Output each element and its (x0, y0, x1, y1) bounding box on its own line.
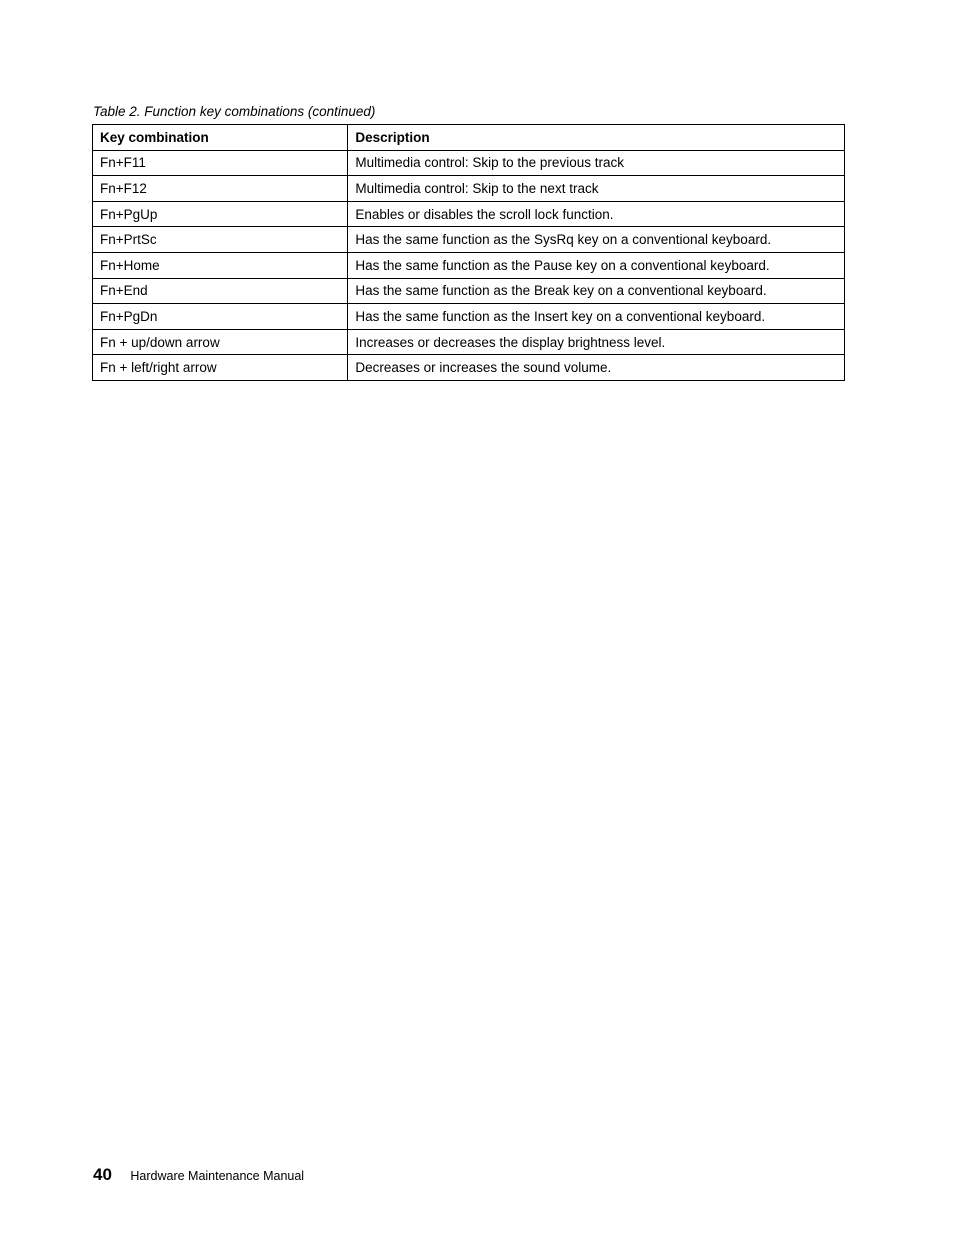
key-combination-cell: Fn+F12 (93, 176, 348, 202)
description-cell: Enables or disables the scroll lock function. (348, 201, 845, 227)
key-combination-cell: Fn + left/right arrow (93, 355, 348, 381)
table-row (93, 278, 845, 304)
table-row (93, 201, 845, 227)
description-cell: Multimedia control: Skip to the next track (348, 176, 845, 202)
table-header-row (93, 125, 845, 151)
column-header-description: Description (348, 125, 845, 151)
description-cell: Has the same function as the SysRq key on a conventional keyboard. (348, 227, 845, 253)
table-row (93, 252, 845, 278)
key-combination-cell: Fn+F11 (93, 150, 348, 176)
column-header-key-combination: Key combination (93, 125, 348, 151)
manual-title: Hardware Maintenance Manual (130, 1169, 305, 1183)
description-cell: Has the same function as the Insert key on a conventional keyboard. (348, 304, 845, 330)
key-combination-cell: Fn+PgUp (93, 201, 348, 227)
table-row (93, 150, 845, 176)
key-combination-cell: Fn+PrtSc (93, 227, 348, 253)
page-number: 40 (93, 1165, 112, 1184)
table-row (93, 227, 845, 253)
description-cell: Increases or decreases the display brightness level. (348, 329, 845, 355)
key-combination-cell: Fn + up/down arrow (93, 329, 348, 355)
key-combination-cell: Fn+End (93, 278, 348, 304)
table-row (93, 304, 845, 330)
page-footer (93, 1165, 304, 1185)
description-cell: Decreases or increases the sound volume. (348, 355, 845, 381)
function-key-table (92, 124, 845, 381)
description-cell: Has the same function as the Break key on a conventional keyboard. (348, 278, 845, 304)
description-cell: Has the same function as the Pause key on a conventional keyboard. (348, 252, 845, 278)
table-row (93, 355, 845, 381)
table-row (93, 176, 845, 202)
table-row (93, 329, 845, 355)
key-combination-cell: Fn+PgDn (93, 304, 348, 330)
key-combination-cell: Fn+Home (93, 252, 348, 278)
table-caption: Table 2. Function key combinations (continued) (93, 104, 376, 119)
description-cell: Multimedia control: Skip to the previous track (348, 150, 845, 176)
